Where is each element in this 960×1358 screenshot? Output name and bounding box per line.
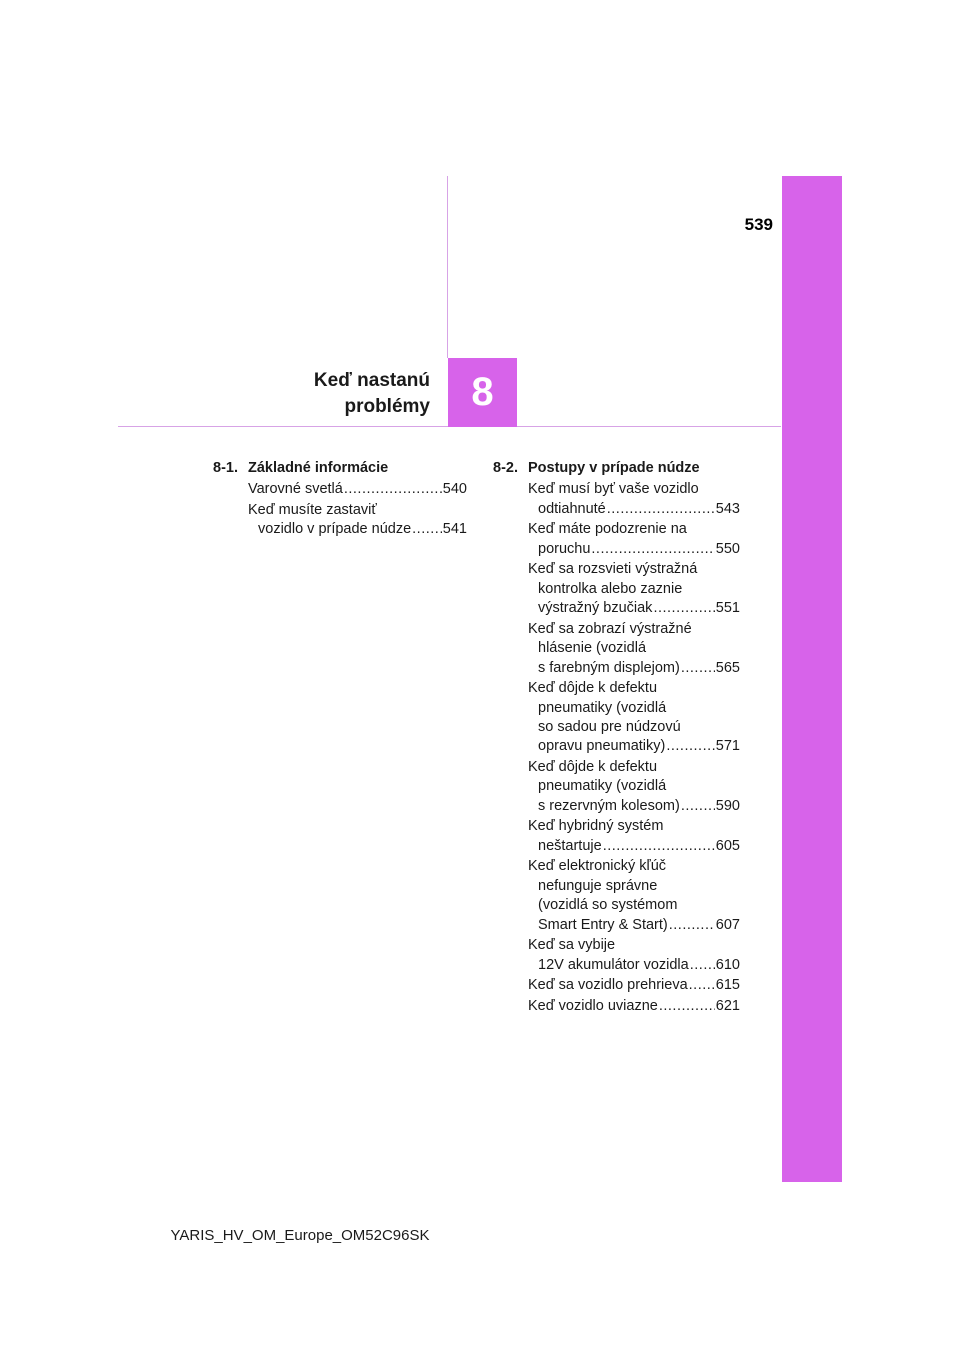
toc-entry-text: poruchu xyxy=(538,540,591,557)
page-number: 539 xyxy=(744,215,773,234)
dot-leader xyxy=(681,797,715,816)
toc-entry-last-line xyxy=(528,540,740,559)
chapter-title xyxy=(250,368,430,420)
toc-entry-text: Keď máte podozrenie na xyxy=(528,521,687,538)
section-heading xyxy=(200,459,467,478)
toc-entry-page: 571 xyxy=(715,738,740,755)
toc-entry-page: 565 xyxy=(715,659,740,676)
toc-entry-last-line xyxy=(528,797,740,816)
toc-entry-text: s rezervným kolesom) xyxy=(538,797,680,814)
toc-entry-text: Keď musí byť vaše vozidlo xyxy=(528,481,699,498)
chapter-title-line1: Keď nastanú xyxy=(313,370,430,391)
section-title: Postupy v prípade núdze xyxy=(528,460,700,476)
dot-leader xyxy=(659,997,715,1016)
toc-entry[interactable] xyxy=(528,758,740,816)
toc-entry[interactable] xyxy=(248,480,467,499)
toc-entry-list xyxy=(528,480,740,1016)
toc-entry-text: Keď dôjde k defektu xyxy=(528,759,658,776)
dot-leader xyxy=(669,916,715,935)
document-id: YARIS_HV_OM_Europe_OM52C96SK xyxy=(170,1227,430,1244)
toc-entry-page: 610 xyxy=(715,956,740,973)
toc-entry-last-line xyxy=(528,659,740,678)
toc-entry-last-line xyxy=(528,599,740,618)
toc-entry[interactable] xyxy=(528,936,740,975)
toc-entry-text: 12V akumulátor vozidla xyxy=(538,956,689,973)
toc-entry-page: 607 xyxy=(715,916,740,933)
toc-entry-last-line xyxy=(528,916,740,935)
dot-leader xyxy=(689,976,715,995)
vertical-rule xyxy=(447,176,448,358)
toc-entry-page: 615 xyxy=(715,977,740,994)
toc-section-8-2 xyxy=(480,459,740,1017)
toc-entry-text: Keď sa vozidlo prehrieva xyxy=(528,977,688,994)
toc-entry[interactable] xyxy=(528,620,740,678)
toc-entry-page: 551 xyxy=(715,600,740,617)
toc-entry-text: Keď dôjde k defektu xyxy=(528,680,658,697)
toc-entry-last-line xyxy=(528,956,740,975)
toc-entry-page: 621 xyxy=(715,997,740,1014)
toc-entry-text: nefunguje správne xyxy=(538,877,658,894)
toc-entry-page: 540 xyxy=(442,481,467,498)
toc-entry[interactable] xyxy=(528,679,740,757)
toc-entry-page: 590 xyxy=(715,797,740,814)
toc-entry-text: Keď musíte zastaviť xyxy=(248,502,377,518)
toc-entry-text: (vozidlá so systémom xyxy=(538,897,678,914)
toc-entry[interactable] xyxy=(528,560,740,618)
toc-entry-text: Keď vozidlo uviazne xyxy=(528,997,658,1014)
toc-entry-text: opravu pneumatiky) xyxy=(538,738,666,755)
dot-leader xyxy=(690,956,715,975)
toc-section-8-1 xyxy=(200,459,467,541)
toc-entry[interactable] xyxy=(528,857,740,935)
toc-entry-last-line xyxy=(528,737,740,756)
toc-entry-text: so sadou pre núdzovú xyxy=(538,719,681,736)
dot-leader xyxy=(666,737,714,756)
dot-leader xyxy=(653,599,714,618)
toc-entry-last-line xyxy=(528,976,740,995)
toc-entry-page: 541 xyxy=(442,521,467,538)
chapter-title-line2: problémy xyxy=(344,396,430,417)
toc-entry-text: odtiahnuté xyxy=(538,500,606,517)
toc-entry[interactable] xyxy=(528,817,740,856)
toc-entry-last-line xyxy=(528,837,740,856)
toc-entry-text: Smart Entry & Start) xyxy=(538,916,668,933)
toc-entry-page: 543 xyxy=(715,500,740,517)
toc-entry[interactable] xyxy=(528,976,740,995)
toc-entry-page: 605 xyxy=(715,837,740,854)
toc-entry-text: s farebným displejom) xyxy=(538,659,680,676)
chapter-number: 8 xyxy=(471,370,494,414)
toc-entry[interactable] xyxy=(528,997,740,1016)
toc-entry-text: pneumatiky (vozidlá xyxy=(538,778,667,795)
toc-entry-last-line xyxy=(248,520,467,539)
toc-entry[interactable] xyxy=(528,520,740,559)
chapter-side-tab xyxy=(782,176,842,1182)
dot-leader xyxy=(681,659,715,678)
section-title: Základné informácie xyxy=(248,460,389,476)
toc-entry-text: hlásenie (vozidlá xyxy=(538,640,647,657)
section-number: 8-2. xyxy=(493,460,518,476)
toc-entry-text: Keď hybridný systém xyxy=(528,818,664,835)
toc-entry-text: neštartuje xyxy=(538,837,602,854)
toc-entry-text: pneumatiky (vozidlá xyxy=(538,699,667,716)
section-heading xyxy=(480,459,740,478)
dot-leader xyxy=(344,480,442,499)
toc-entry-text: kontrolka alebo zaznie xyxy=(538,580,683,597)
toc-entry-text: Keď elektronický kľúč xyxy=(528,858,667,875)
toc-entry-text: vozidlo v prípade núdze xyxy=(258,521,412,538)
dot-leader xyxy=(412,520,442,539)
toc-entry-text: Keď sa zobrazí výstražné xyxy=(528,620,692,637)
toc-entry-last-line xyxy=(528,500,740,519)
dot-leader xyxy=(603,837,715,856)
toc-entry-last-line xyxy=(528,997,740,1016)
toc-entry-last-line xyxy=(248,480,467,499)
chapter-number-box xyxy=(448,358,517,427)
section-number: 8-1. xyxy=(213,460,238,476)
toc-entry[interactable] xyxy=(528,480,740,519)
toc-entry[interactable] xyxy=(248,501,467,540)
toc-entry-text: výstražný bzučiak xyxy=(538,600,653,617)
toc-entry-list xyxy=(248,480,467,539)
toc-entry-text: Varovné svetlá xyxy=(248,481,343,498)
toc-entry-page: 550 xyxy=(715,540,740,557)
dot-leader xyxy=(591,540,714,559)
toc-entry-text: Keď sa vybije xyxy=(528,937,616,954)
toc-entry-text: Keď sa rozsvieti výstražná xyxy=(528,561,698,578)
dot-leader xyxy=(607,500,715,519)
